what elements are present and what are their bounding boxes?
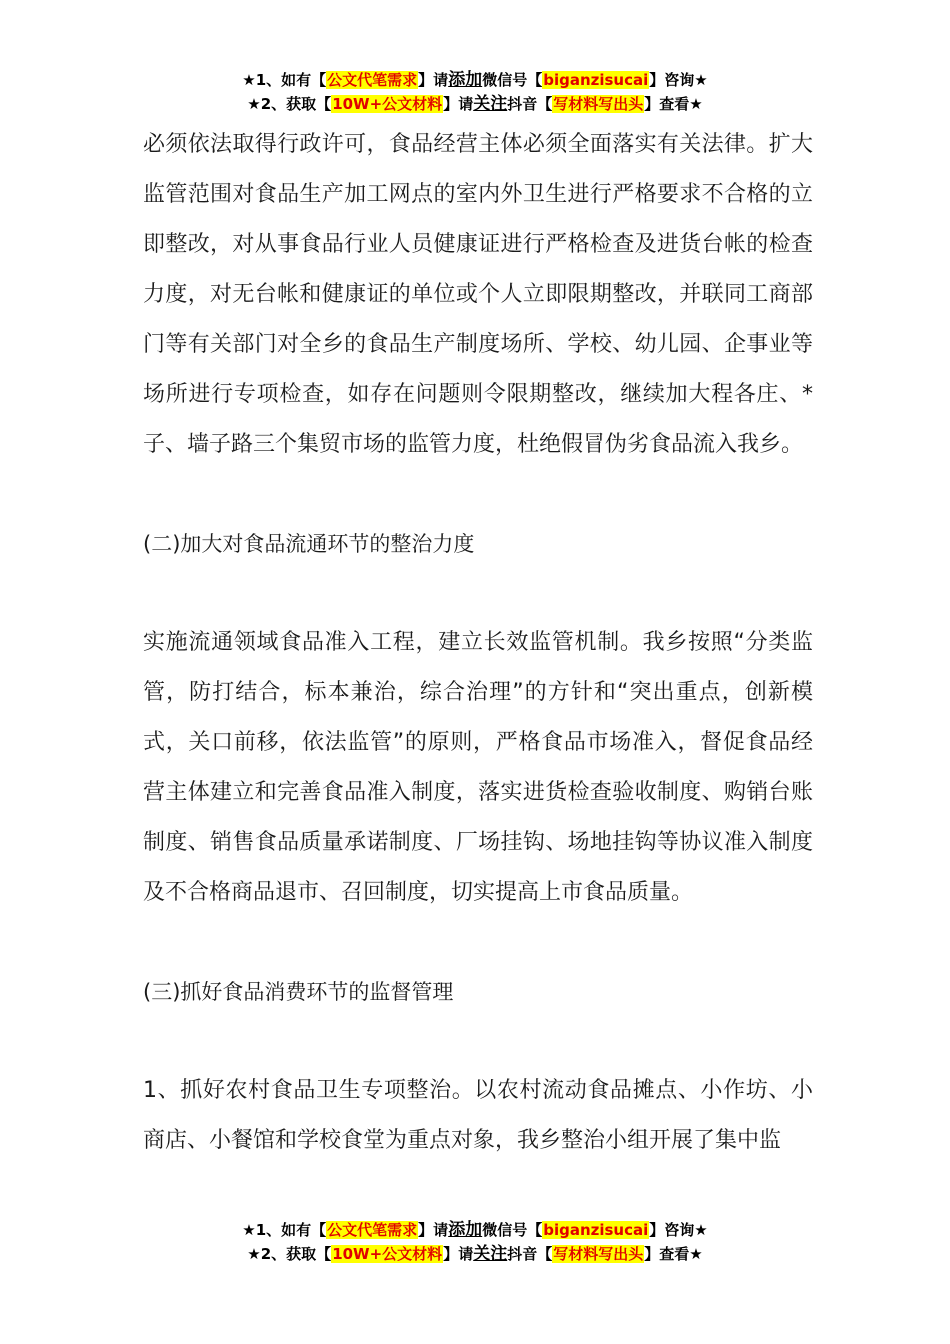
banner-line-2 — [0, 1242, 950, 1266]
bottom-banner — [0, 1218, 950, 1266]
banner-emphasis: 添加 — [448, 70, 483, 90]
paragraph-gap — [143, 1017, 813, 1066]
banner-highlight: 写材料写出头 — [553, 95, 644, 113]
banner-text: 】请 — [443, 1245, 474, 1263]
banner-text: 微信号【 — [482, 71, 543, 89]
banner-text: ★2、获取【 — [247, 95, 332, 113]
banner-text: 】查看★ — [644, 95, 703, 113]
banner-emphasis: 关注 — [473, 1244, 508, 1264]
banner-text: ★2、获取【 — [247, 1245, 332, 1263]
banner-highlight: 公文代笔需求 — [327, 71, 418, 89]
banner-highlight: 10W+公文材料 — [332, 1245, 443, 1263]
banner-text: ★1、如有【 — [242, 71, 327, 89]
document-body — [143, 120, 813, 1166]
body-paragraph: 实施流通领域食品准入工程，建立长效监管机制。我乡按照“分类监管，防打结合，标本兼治，综合治理”的方针和“突出重点，创新模式，关口前移，依法监管”的原则，严格食品市场准入，督促食品经营主体建立和完善食品准入制度，落实进货检查验收制度、购销台账制度、销售食品质量承诺制度、厂场挂钩、场地挂钩等协议准入制度及不合格商品退市、召回制度，切实提高上市食品质量。 — [143, 630, 813, 905]
banner-text: ★1、如有【 — [242, 1221, 327, 1239]
banner-text: 微信号【 — [482, 1221, 543, 1239]
banner-emphasis: 添加 — [448, 1220, 483, 1240]
banner-text: 抖音【 — [507, 95, 553, 113]
banner-highlight: biganzisucai — [543, 1221, 649, 1239]
paragraph-gap — [143, 470, 813, 519]
top-banner — [0, 68, 950, 116]
paragraph-gap — [143, 569, 813, 618]
banner-text: 】咨询★ — [649, 1221, 708, 1239]
banner-line-1 — [0, 68, 950, 92]
banner-line-2 — [0, 92, 950, 116]
banner-text: 】请 — [418, 1221, 449, 1239]
section-heading: (二)加大对食品流通环节的整治力度 — [143, 532, 475, 556]
banner-text: 】查看★ — [644, 1245, 703, 1263]
banner-emphasis: 关注 — [473, 94, 508, 114]
banner-highlight: 10W+公文材料 — [332, 95, 443, 113]
banner-highlight: biganzisucai — [543, 71, 649, 89]
section-heading: (三)抓好食品消费环节的监督管理 — [143, 980, 454, 1004]
banner-text: 】请 — [418, 71, 449, 89]
banner-highlight: 写材料写出头 — [553, 1245, 644, 1263]
banner-highlight: 公文代笔需求 — [327, 1221, 418, 1239]
banner-text: 抖音【 — [507, 1245, 553, 1263]
banner-text: 】咨询★ — [649, 71, 708, 89]
body-paragraph: 1、抓好农村食品卫生专项整治。以农村流动食品摊点、小作坊、小商店、小餐馆和学校食堂为重点对象，我乡整治小组开展了集中监 — [143, 1078, 813, 1153]
banner-text: 】请 — [443, 95, 474, 113]
banner-line-1 — [0, 1218, 950, 1242]
body-paragraph: 必须依法取得行政许可，食品经营主体必须全面落实有关法律。扩大监管范围对食品生产加工网点的室内外卫生进行严格要求不合格的立即整改，对从事食品行业人员健康证进行严格检查及进货台帐的检查力度，对无台帐和健康证的单位或个人立即限期整改，并联同工商部门等有关部门对全乡的食品生产制度场所、学校、幼儿园、企事业等场所进行专项检查，如存在问题则令限期整改，继续加大程各庄、*子、墙子路三个集贸市场的监管力度，杜绝假冒伪劣食品流入我乡。 — [143, 132, 813, 457]
paragraph-gap — [143, 918, 813, 967]
